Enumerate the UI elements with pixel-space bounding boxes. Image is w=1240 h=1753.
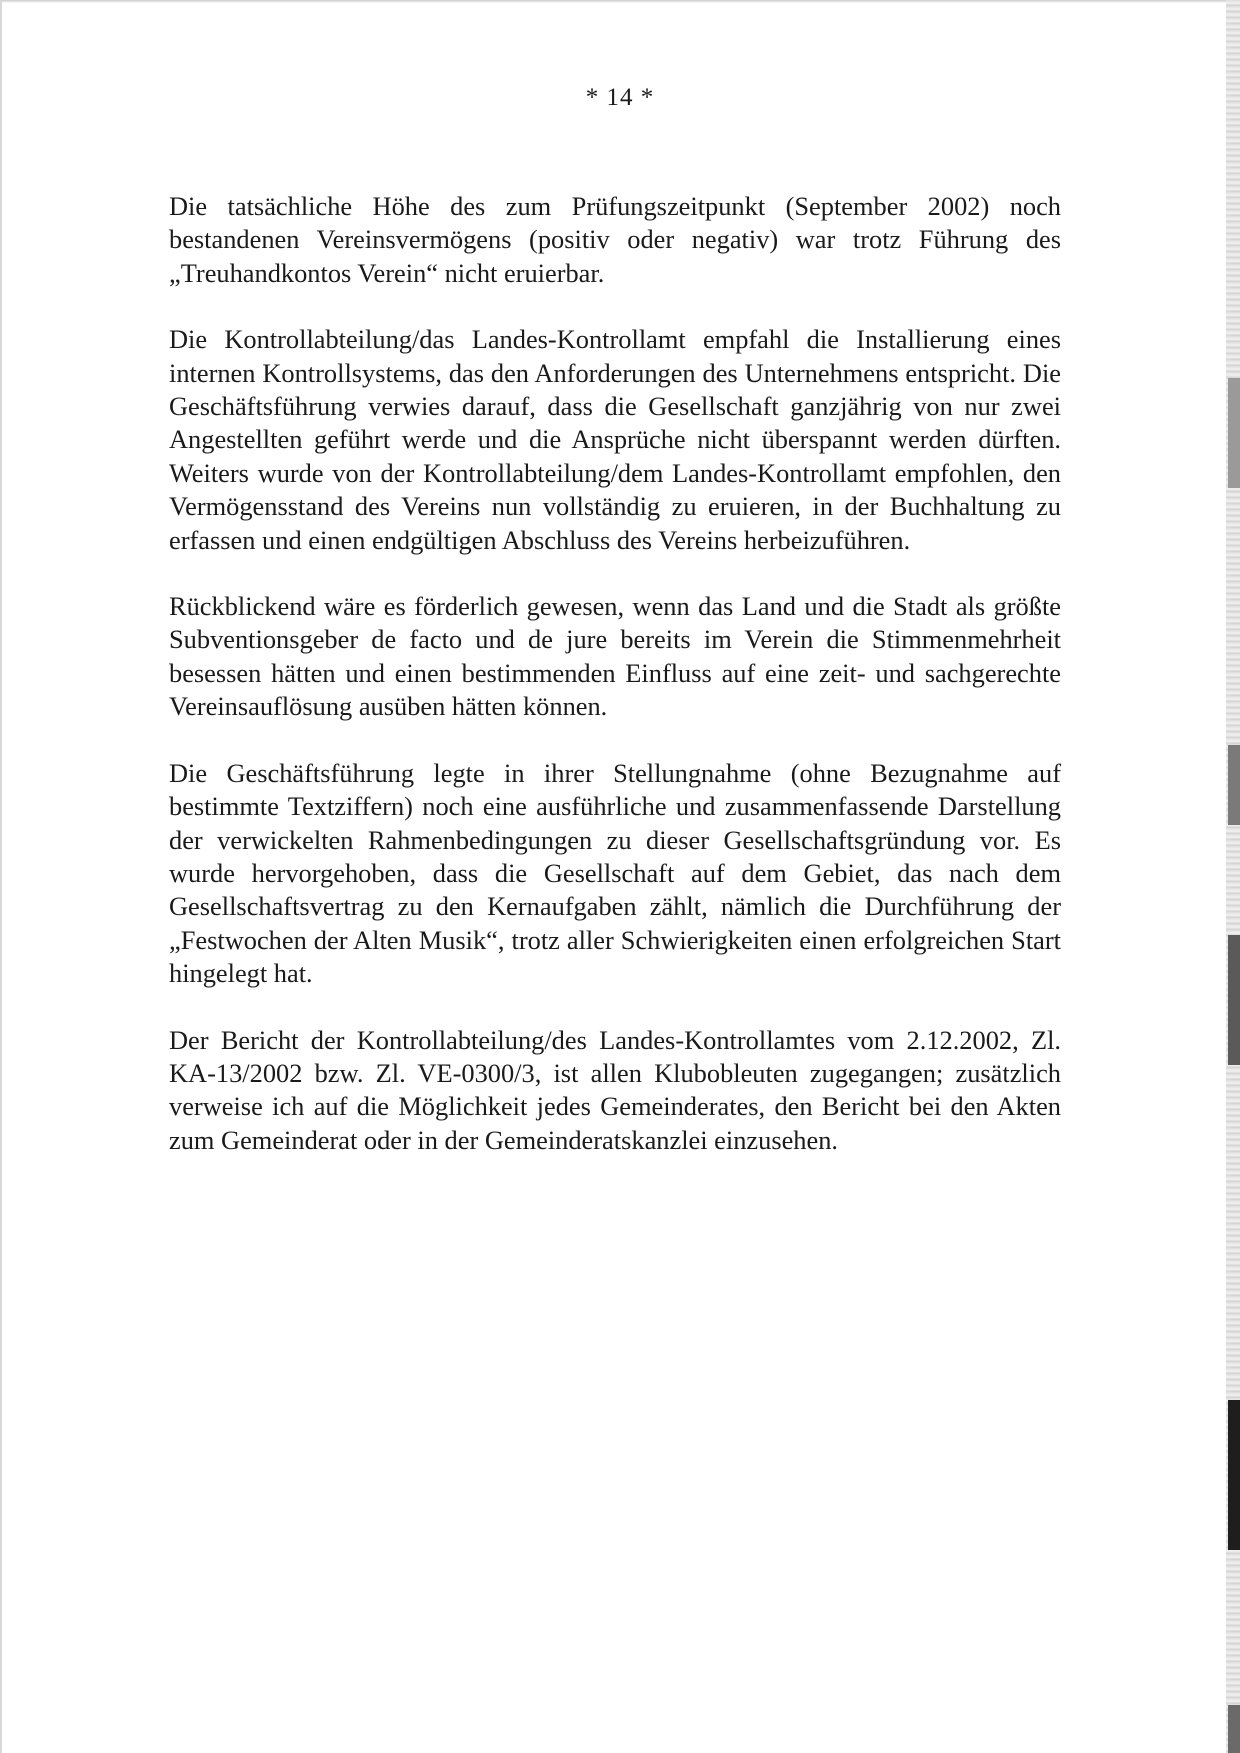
- scan-edge-top: [0, 0, 1240, 3]
- scan-artifact: [1228, 745, 1240, 825]
- paragraph: Rückblickend wäre es förderlich gewesen, wenn das Land und die Stadt als größte Subventionsgeber de facto und de jure bereits im Verein die Stimmenmehrheit besessen hätten und einen bestimmenden Einfluss auf eine zeit- und sachgerechte Vereinsauflösung ausüben hätten können.: [169, 591, 1061, 722]
- scan-artifact: [1228, 1400, 1240, 1550]
- scan-artifact: [1228, 935, 1240, 1065]
- scan-artifact: [1228, 1705, 1240, 1753]
- paragraph: Die tatsächliche Höhe des zum Prüfungszeitpunkt (September 2002) noch bestandenen Vereinsvermögens (positiv oder negativ) war trotz Führung des „Treuhandkontos Verein“ nicht eruierbar.: [169, 191, 1061, 288]
- paragraph: Die Kontrollabteilung/das Landes-Kontrollamt empfahl die Installierung eines internen Kontrollsystems, das den Anforderungen des Unternehmens entspricht. Die Geschäftsführung verwies darauf, dass die Gesellschaft ganzjährig von nur zwei Angestellten geführt werde und die Ansprüche nicht überspannt werden dürften. Weiters wurde von der Kontrollabteilung/dem Landes-Kontrollamt empfohlen, den Vermögensstand des Vereins nun vollständig zu eruieren, in der Buchhaltung zu erfassen und einen endgültigen Abschluss des Vereins herbeizuführen.: [169, 324, 1061, 555]
- document-body: [169, 190, 1061, 1190]
- scan-artifact: [1228, 378, 1240, 488]
- paragraph: Die Geschäftsführung legte in ihrer Stellungnahme (ohne Bezugnahme auf bestimmte Textziffern) noch eine ausführliche und zusammenfassende Darstellung der verwickelten Rahmenbedingungen zu dieser Gesellschaftsgründung vor. Es wurde hervorgehoben, dass die Gesellschaft auf dem Gebiet, das nach dem Gesellschaftsvertrag zu den Kernaufgaben zählt, nämlich die Durchführung der „Festwochen der Alten Musik“, trotz aller Schwierigkeiten einen erfolgreichen Start hingelegt hat.: [169, 757, 1061, 989]
- paragraph: Der Bericht der Kontrollabteilung/des Landes-Kontrollamtes vom 2.12.2002, Zl. KA-13/2002 bzw. Zl. VE-0300/3, ist allen Klubobleuten zugegangen; zusätzlich verweise ich auf die Möglichkeit jedes Gemeinderates, den Bericht bei den Akten zum Gemeinderat oder in der Gemeinderatskanzlei einzusehen.: [169, 1024, 1061, 1155]
- scan-edge-left: [0, 0, 2, 1753]
- page-number: * 14 *: [585, 84, 655, 111]
